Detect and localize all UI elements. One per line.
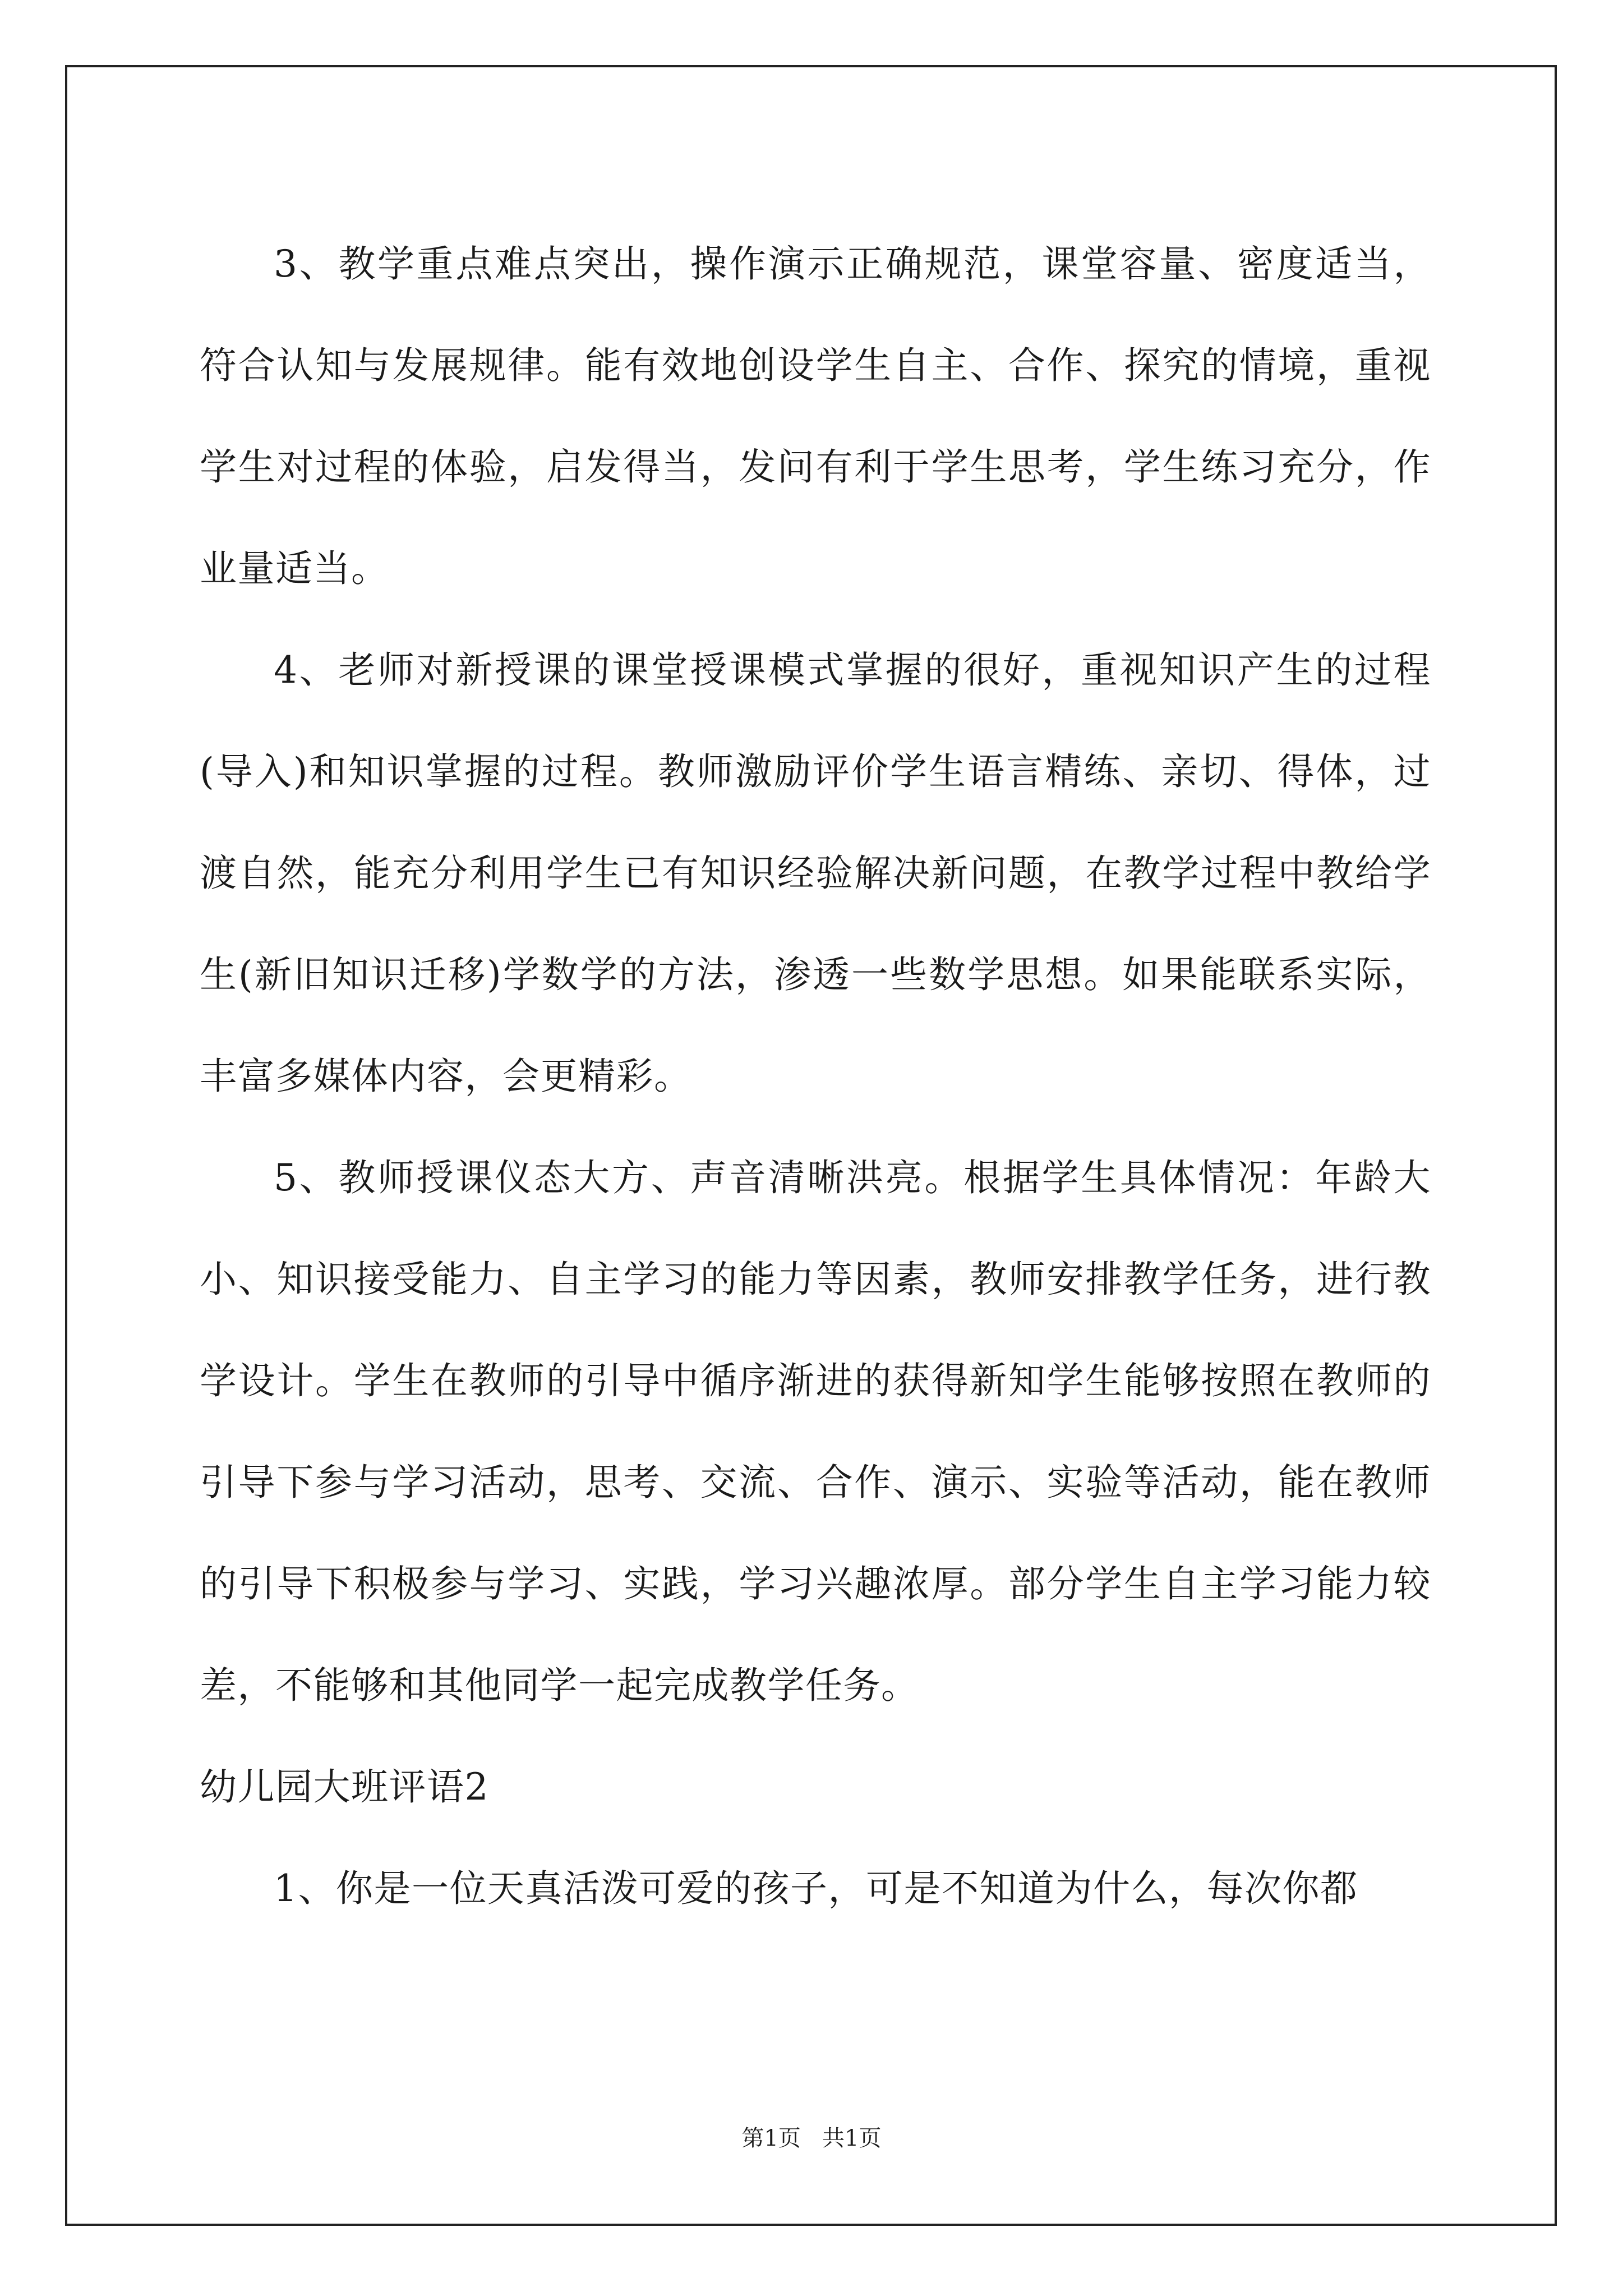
paragraph-4: 4、老师对新授课的课堂授课模式掌握的很好，重视知识产生的过程(导入)和知识掌握的过程。教师激励评价学生语言精练、亲切、得体，过渡自然，能充分利用学生已有知识经验解决新问题，在教学过程中教给学生(新旧知识迁移)学数学的方法，渗透一些数学思想。如果能联系实际，丰富多媒体内容，会更精彩。: [200, 648, 1431, 1098]
paragraph-3: 3、教学重点难点突出，操作演示正确规范，课堂容量、密度适当，符合认知与发展规律。能有效地创设学生自主、合作、探究的情境，重视学生对过程的体验，启发得当，发问有利于学生思考，学生练习充分，作业量适当。: [200, 242, 1431, 590]
page-footer: 第1页 共1页: [741, 2125, 882, 2151]
section-heading: 幼儿园大班评语2: [200, 1765, 489, 1809]
paragraph-5: 5、教师授课仪态大方、声音清晰洪亮。根据学生具体情况：年龄大小、知识接受能力、自主学习的能力等因素，教师安排教学任务，进行教学设计。学生在教师的引导中循序渐进的获得新知学生能够按照在教师的引导下参与学习活动，思考、交流、合作、演示、实验等活动，能在教师的引导下积极参与学习、实践，学习兴趣浓厚。部分学生自主学习能力较差，不能够和其他同学一起完成教学任务。: [200, 1156, 1431, 1707]
document-body: [200, 213, 1431, 1939]
paragraph-1-section-2: 1、你是一位天真活泼可爱的孩子，可是不知道为什么，每次你都: [274, 1867, 1358, 1910]
